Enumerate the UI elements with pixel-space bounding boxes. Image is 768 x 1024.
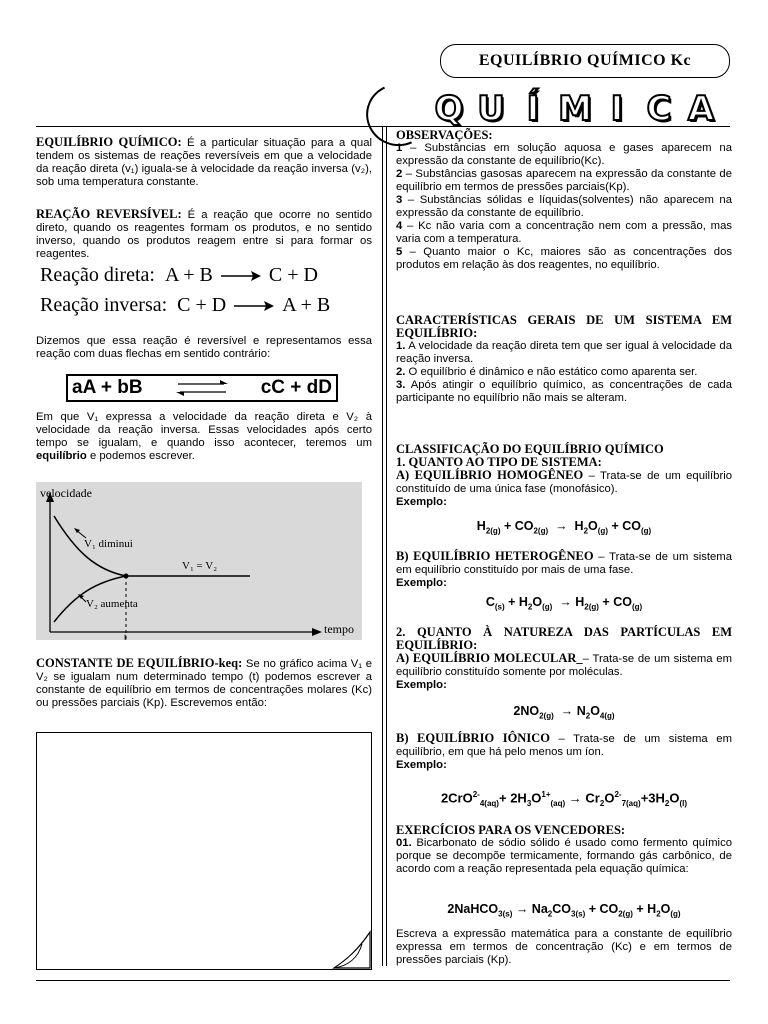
banner-letter: Í	[526, 89, 540, 129]
ionico-equation: $2CrO^{2-}_{4(aq)}+ 2H_3O^{1+}_{(aq)} \to Cr_2O^{2-}_{7(aq)}+3H_2O_{(l)}$	[440, 790, 688, 808]
reacao-reversivel-heading: REAÇÃO REVERSÍVEL:	[36, 207, 182, 221]
ionico-text: – Trata-se de um sistema em equilíbrio, em que há pelo menos um íon.	[396, 733, 732, 758]
molecular-heading: A) EQUILÍBRIO MOLECULAR_	[396, 651, 583, 665]
observacoes-heading: OBSERVAÇÕES:	[396, 128, 493, 142]
carac-item: 1. A velocidade da reação direta tem que ser igual à velocidade da reação inversa.	[396, 340, 732, 365]
homogeneo-text: – Trata-se de um equilíbrio constituído de uma única fase (monofásico).	[396, 470, 732, 495]
molecular-text: – Trata-se de um sistema em equilíbrio constituído somente por moléculas.	[396, 653, 732, 678]
constante-text: Se no gráfico acima V₁ e V₂ se igualam num determinado tempo (t) podemos escrever a constante de equilíbrio em termos de concentrações molares (Kc) ou pressões parciais (Kp). Escrevemos então:	[36, 658, 372, 709]
obs-item: 5 – Quanto maior o Kc, maiores são as concentrações dos produtos em relação às dos reagentes, no equilíbrio.	[396, 246, 732, 271]
emque-paragraph	[36, 411, 372, 463]
natureza-section	[396, 626, 732, 692]
tipo-heading: 1. QUANTO AO TIPO DE SISTEMA:	[396, 455, 602, 469]
banner-letter: A	[687, 89, 715, 129]
molecular-equation: $2NO_{2(g)} \to N_2O_{4(g)}$	[513, 704, 615, 721]
exemplo-label: Exemplo:	[396, 759, 447, 771]
right-arrow-icon	[219, 270, 263, 282]
observacoes-section	[396, 129, 732, 272]
velocity-graph	[36, 482, 362, 640]
carac-item: 3. Após atingir o equilíbrio químico, as concentrações de cada participante no equilíbrio não mais se alteram.	[396, 379, 732, 404]
emque-text: Em que V₁ expressa a velocidade da reação direta e V₂ à velocidade da reação inversa. Essas velocidades após certo tempo se igualam, e quando isso acontecer, teremos um	[36, 411, 372, 449]
exemplo-label: Exemplo:	[396, 577, 447, 589]
exemplo-label: Exemplo:	[396, 496, 447, 508]
caracteristicas-heading: CARACTERÍSTICAS GERAIS DE UM SISTEMA EM EQUILÍBRIO:	[396, 313, 732, 340]
reacao-inversa-products: A + B	[282, 294, 331, 316]
exercise-instructions	[396, 928, 732, 967]
page-title-box	[440, 44, 730, 78]
graph-v2-label: V₂ aumenta	[86, 598, 138, 610]
heterogeneo-heading: B) EQUILÍBRIO HETEROGÊNEO	[396, 549, 594, 563]
footer-divider	[36, 980, 730, 981]
graph-equal-label: V₁ = V₂	[182, 560, 218, 572]
eq-quimico-text: É a particular situação para a qual tendem os sistemas de reações reversíveis em que a velocidade da reação direta (v₁) iguala-se à velocidade da reação inversa (v₂), sob uma temperatura constante.	[36, 137, 372, 188]
heterogeneo-text: – Trata-se de um sistema em equilíbrio constituído por mais de uma fase.	[396, 551, 732, 576]
reacao-reversivel-text: É a reação que ocorre no sentido direto, quando os reagentes formam os produtos, e no sentido inverso, quando os produtos reagem entre si para formar os reagentes.	[36, 209, 372, 260]
banner-letter: Q	[434, 89, 464, 129]
banner-letter: I	[610, 89, 624, 129]
exercise-equation: 2NaHCO$_{3(s)}$ → $Na_2CO_{3(s)} + CO_{2(g)} + H_2O_{(g)}$	[447, 902, 681, 919]
reversible-equation-box	[66, 374, 338, 402]
eq-quimico-paragraph	[36, 136, 372, 189]
eq-quimico-heading: EQUILÍBRIO QUÍMICO:	[36, 135, 182, 149]
header-divider	[36, 126, 730, 127]
carac-item: 2. O equilíbrio é dinâmico e não estático como aparenta ser.	[396, 366, 698, 378]
homogeneo-heading: A) EQUILÍBRIO HOMOGÊNEO	[396, 468, 584, 482]
exercise-number: 01.	[396, 837, 412, 849]
reacao-inversa-line	[40, 294, 330, 317]
reacao-direta-line	[40, 264, 318, 287]
ionico-section	[396, 732, 732, 772]
reacao-inversa-label: Reação inversa:	[40, 294, 168, 316]
banner-letter: C	[646, 89, 672, 129]
dizemos-text: Dizemos que essa reação é reversível e representamos essa reação com duas flechas em sentido contrário:	[36, 335, 372, 360]
homogeneo-equation: $H_{2(g)} + CO_{2(g)} \to H_2O_{(g)} + CO_{(g)}$	[476, 519, 652, 536]
natureza-heading: 2. QUANTO À NATUREZA DAS PARTÍCULAS EM EQUILÍBRIO:	[396, 625, 732, 652]
graph-v1-label: V₁ diminui	[84, 538, 133, 550]
heterogeneo-equation: $C_{(s)} + H_2O_{(g)} \to H_{2(g)} + CO_{(g)}$	[485, 595, 643, 612]
heterogeneo-section	[396, 550, 732, 590]
box-reactants: aA + bB	[72, 377, 143, 398]
reacao-direta-products: C + D	[268, 264, 318, 286]
column-divider	[382, 126, 383, 966]
page-title: EQUILÍBRIO QUÍMICO Kc	[478, 52, 692, 69]
right-arrow-icon	[232, 300, 276, 312]
caracteristicas-section	[396, 314, 732, 405]
obs-item: 2 – Substâncias gasosas aparecem na expressão da constante de equilíbrio em termos de pressões parciais(Kp).	[396, 168, 732, 193]
answer-box	[36, 732, 372, 970]
graph-t-label: t	[124, 632, 127, 642]
reacao-inversa-reactants: C + D	[177, 294, 227, 316]
dizemos-paragraph	[36, 335, 372, 361]
graph-xlabel: tempo	[324, 622, 354, 636]
classificacao-heading: CLASSIFICAÇÃO DO EQUILÍBRIO QUÍMICO	[396, 442, 664, 456]
column-divider	[386, 126, 387, 966]
exercise-instructions-text: Escreva a expressão matemática para a constante de equilíbrio expressa em termos de concentração (Kc) e em termos de pressões parciais (Kp).	[396, 928, 732, 966]
constante-heading: CONSTANTE DE EQUILÍBRIO-keq:	[36, 656, 243, 670]
ionico-heading: B) EQUILÍBRIO IÔNICO	[396, 731, 550, 745]
page-curl-icon	[332, 930, 372, 970]
obs-item: 3 – Substâncias sólidas e líquidas(solventes) não aparecem na expressão da constante de equilíbrio.	[396, 194, 732, 219]
emque-text-end: e podemos escrever.	[86, 450, 195, 462]
obs-item: 4 – Kc não varia com a concentração nem com a pressão, mas varia com a temperatura.	[396, 220, 732, 245]
emque-bold: equilíbrio	[36, 450, 87, 462]
exercise-text: Bicarbonato de sódio sólido é usado como fermento químico porque se decompõe termicamente, formando gás carbônico, de acordo com a reação representada pela equação química:	[396, 837, 732, 875]
exemplo-label: Exemplo:	[396, 679, 447, 691]
reacao-direta-label: Reação direta:	[40, 264, 155, 286]
banner-letter: U	[477, 89, 505, 129]
box-products: cC + dD	[260, 377, 332, 398]
banner-letter: M	[558, 89, 592, 129]
classificacao-section	[396, 443, 732, 509]
graph-ylabel: velocidade	[40, 486, 92, 500]
exercicios-section	[396, 824, 732, 876]
exercicios-heading: EXERCÍCIOS PARA OS VENCEDORES:	[396, 823, 626, 837]
reacao-reversivel-paragraph	[36, 208, 372, 261]
reacao-direta-reactants: A + B	[164, 264, 213, 286]
obs-item: 1 – Substâncias em solução aquosa e gases aparecem na expressão da constante de equilíbrio(Kc).	[396, 142, 732, 167]
constante-paragraph	[36, 657, 372, 710]
quimica-banner	[430, 89, 720, 129]
double-arrow-icon	[174, 380, 230, 396]
